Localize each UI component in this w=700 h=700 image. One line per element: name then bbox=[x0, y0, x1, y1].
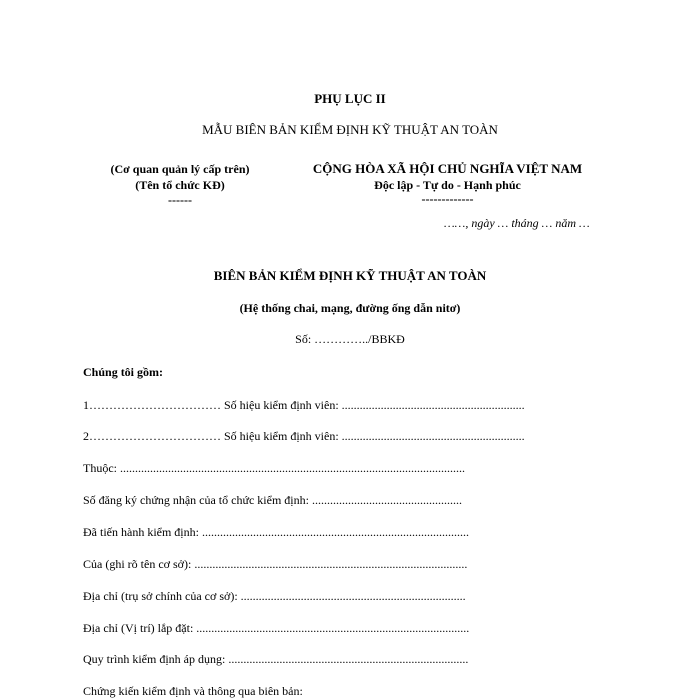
date-line: ……, ngày … tháng … năm … bbox=[444, 216, 590, 230]
installation-address-line: Địa chỉ (Vị trí) lắp đặt: ........................................................................................... bbox=[83, 621, 470, 635]
inspector-1-line: 1…………………………… Số hiệu kiểm định viên: ............................................................. bbox=[83, 398, 525, 412]
national-motto: Độc lập - Tự do - Hạnh phúc bbox=[374, 178, 521, 192]
members-heading: Chúng tôi gồm: bbox=[83, 365, 164, 379]
appendix-heading: PHỤ LỤC II bbox=[314, 91, 386, 106]
document-number: Số: …………../BBKĐ bbox=[295, 332, 405, 346]
facility-name-line: Của (ghi rõ tên cơ sở): ........................................................................................... bbox=[83, 557, 468, 571]
agency-line: (Cơ quan quản lý cấp trên) bbox=[110, 162, 250, 176]
document-subtitle: (Hệ thống chai, mạng, đường ống dẫn nitơ) bbox=[239, 301, 461, 315]
affiliation-line: Thuộc: ................................................................................................................... bbox=[83, 461, 465, 475]
certificate-number-line: Số đăng ký chứng nhận của tổ chức kiểm định: .................................................. bbox=[83, 493, 462, 507]
form-title: MẪU BIÊN BẢN KIỂM ĐỊNH KỸ THUẬT AN TOÀN bbox=[202, 122, 498, 137]
left-divider: ------ bbox=[168, 193, 192, 207]
inspection-performed-line: Đã tiến hành kiểm định: ......................................................................................... bbox=[83, 525, 469, 539]
right-divider: ------------- bbox=[421, 192, 474, 206]
procedure-line: Quy trình kiểm định áp dụng: ................................................................................ bbox=[83, 652, 469, 666]
country-name: CỘNG HÒA XÃ HỘI CHỦ NGHĨA VIỆT NAM bbox=[312, 161, 583, 176]
organization-line: (Tên tổ chức KĐ) bbox=[135, 178, 225, 192]
headquarters-address-line: Địa chỉ (trụ sở chính của cơ sở): ........................................................................... bbox=[83, 589, 466, 603]
document-title: BIÊN BẢN KIỂM ĐỊNH KỸ THUẬT AN TOÀN bbox=[213, 268, 487, 283]
inspector-2-line: 2…………………………… Số hiệu kiểm định viên: ............................................................. bbox=[83, 429, 525, 443]
witness-line: Chứng kiến kiểm định và thông qua biên bản: bbox=[83, 684, 303, 698]
